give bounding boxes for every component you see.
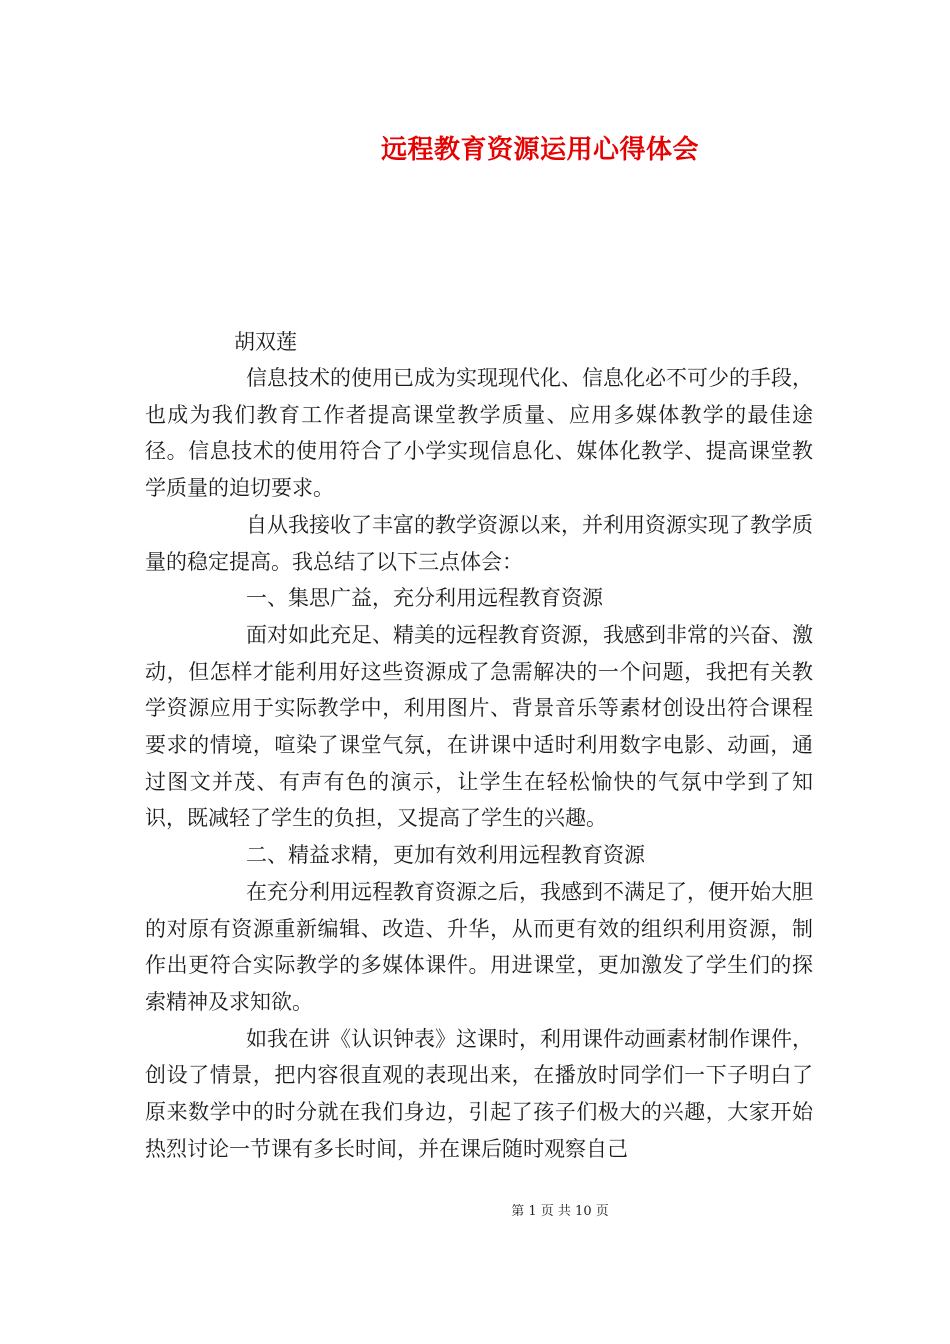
paragraph-example: 如我在讲《认识钟表》这课时，利用课件动画素材制作课件，创设了情景，把内容很直观的表现出来，在播放时同学们一下子明白了原来数学中的时分就在我们身边，引起了孩子们极大的兴趣，大家开始热烈讨论一节课有多长时间，并在课后随时观察自己 (145, 1026, 813, 1161)
paragraph-summary: 自从我接收了丰富的教学资源以来，并利用资源实现了教学质量的稳定提高。我总结了以下三点体会： (145, 512, 813, 574)
document-body (145, 360, 813, 1167)
paragraph-section-1: 面对如此充足、精美的远程教育资源，我感到非常的兴奋、激动，但怎样才能利用好这些资源成了急需解决的一个问题，我把有关教学资源应用于实际教学中，利用图片、背景音乐等素材创设出符合课程要求的情境，喧染了课堂气氛，在讲课中适时利用数字电影、动画，通过图文并茂、有声有色的演示，让学生在轻松愉快的气氛中学到了知识，既减轻了学生的负担，又提高了学生的兴趣。 (145, 622, 813, 831)
document-title: 远程教育资源运用心得体会 (380, 135, 699, 165)
paragraph-section-2: 在充分利用远程教育资源之后，我感到不满足了，便开始大胆的对原有资源重新编辑、改造、升华，从而更有效的组织利用资源，制作出更符合实际教学的多媒体课件。用进课堂，更加激发了学生们的探索精神及求知欲。 (145, 879, 813, 1014)
page-number-footer: 第 1 页 共 10 页 (511, 1204, 609, 1219)
section-heading-1: 一、集思广益，充分利用远程教育资源 (246, 586, 603, 611)
document-author: 胡双莲 (234, 330, 297, 354)
paragraph-intro: 信息技术的使用已成为实现现代化、信息化必不可少的手段，也成为我们教育工作者提高课堂教学质量、应用多媒体教学的最佳途径。信息技术的使用符合了小学实现信息化、媒体化教学、提高课堂教学质量的迫切要求。 (145, 366, 813, 501)
section-heading-2: 二、精益求精，更加有效利用远程教育资源 (246, 843, 645, 868)
